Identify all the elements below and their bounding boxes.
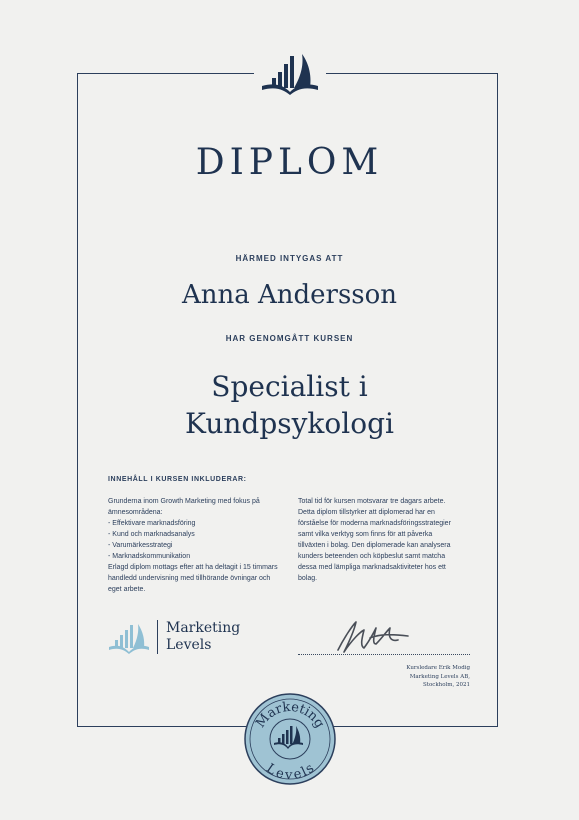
right-text: Total tid för kursen motsvarar tre dagars arbete. Detta diplom tillstyrker att diplomerad har en förståelse för moderna marknadsföringsstrategier samt vilka verktyg som finns för att påverka tillväxten i bolag. Den diplomerade kan analysera kunders beteenden och köpbeslut samt matcha dessa med lämpliga marknadsaktiviteter hos ett bolag. — [298, 498, 451, 582]
signature-graphic — [330, 618, 420, 658]
content-left-column — [108, 496, 278, 595]
top-logo — [254, 44, 326, 100]
list-item: - Marknadskommunikation — [108, 553, 191, 560]
course-title — [0, 368, 579, 442]
logo-text — [166, 620, 240, 654]
signature-line — [298, 654, 470, 655]
signer-line-2: Marketing Levels AB, — [409, 673, 470, 680]
logo-line-2: Levels — [166, 637, 212, 653]
recipient-name: Anna Andersson — [181, 280, 398, 310]
content-right-column — [298, 496, 458, 584]
left-outro: Erlagd diplom mottags efter att ha deltagit i 15 timmars handledd undervisning med tillhörande övningar och eget arbete. — [108, 564, 278, 593]
seal-top-text: Marketing — [253, 699, 327, 731]
book-bars-icon — [258, 48, 322, 96]
seal-bottom-text: Levels — [263, 760, 317, 783]
list-item: - Kund och marknadsanalys — [108, 531, 195, 538]
book-bars-icon — [107, 620, 151, 654]
signer-info — [370, 664, 470, 690]
completed-text: HAR GENOMGÅTT KURSEN — [225, 334, 354, 343]
marketing-levels-seal — [243, 692, 337, 786]
signer-line-1: Kursledare Erik Modig — [406, 665, 470, 671]
list-item: - Varumärkesstrategi — [108, 542, 173, 549]
list-item: - Effektivare marknadsföring — [108, 520, 196, 527]
logo-line-1: Marketing — [166, 620, 241, 636]
course-line-2: Kundpsykologi — [185, 407, 394, 440]
marketing-levels-logo — [107, 620, 240, 654]
course-line-1: Specialist i — [211, 370, 368, 403]
diploma-title: DIPLOM — [195, 142, 384, 183]
content-heading: INNEHÅLL I KURSEN INKLUDERAR: — [108, 476, 247, 483]
signer-line-3: Stockholm, 2021 — [422, 682, 470, 688]
logo-divider — [157, 620, 158, 654]
certify-text: HÄRMED INTYGAS ATT — [235, 254, 344, 263]
left-intro: Grunderna inom Growth Marketing med fokus på ämnesområdena: — [108, 498, 260, 516]
